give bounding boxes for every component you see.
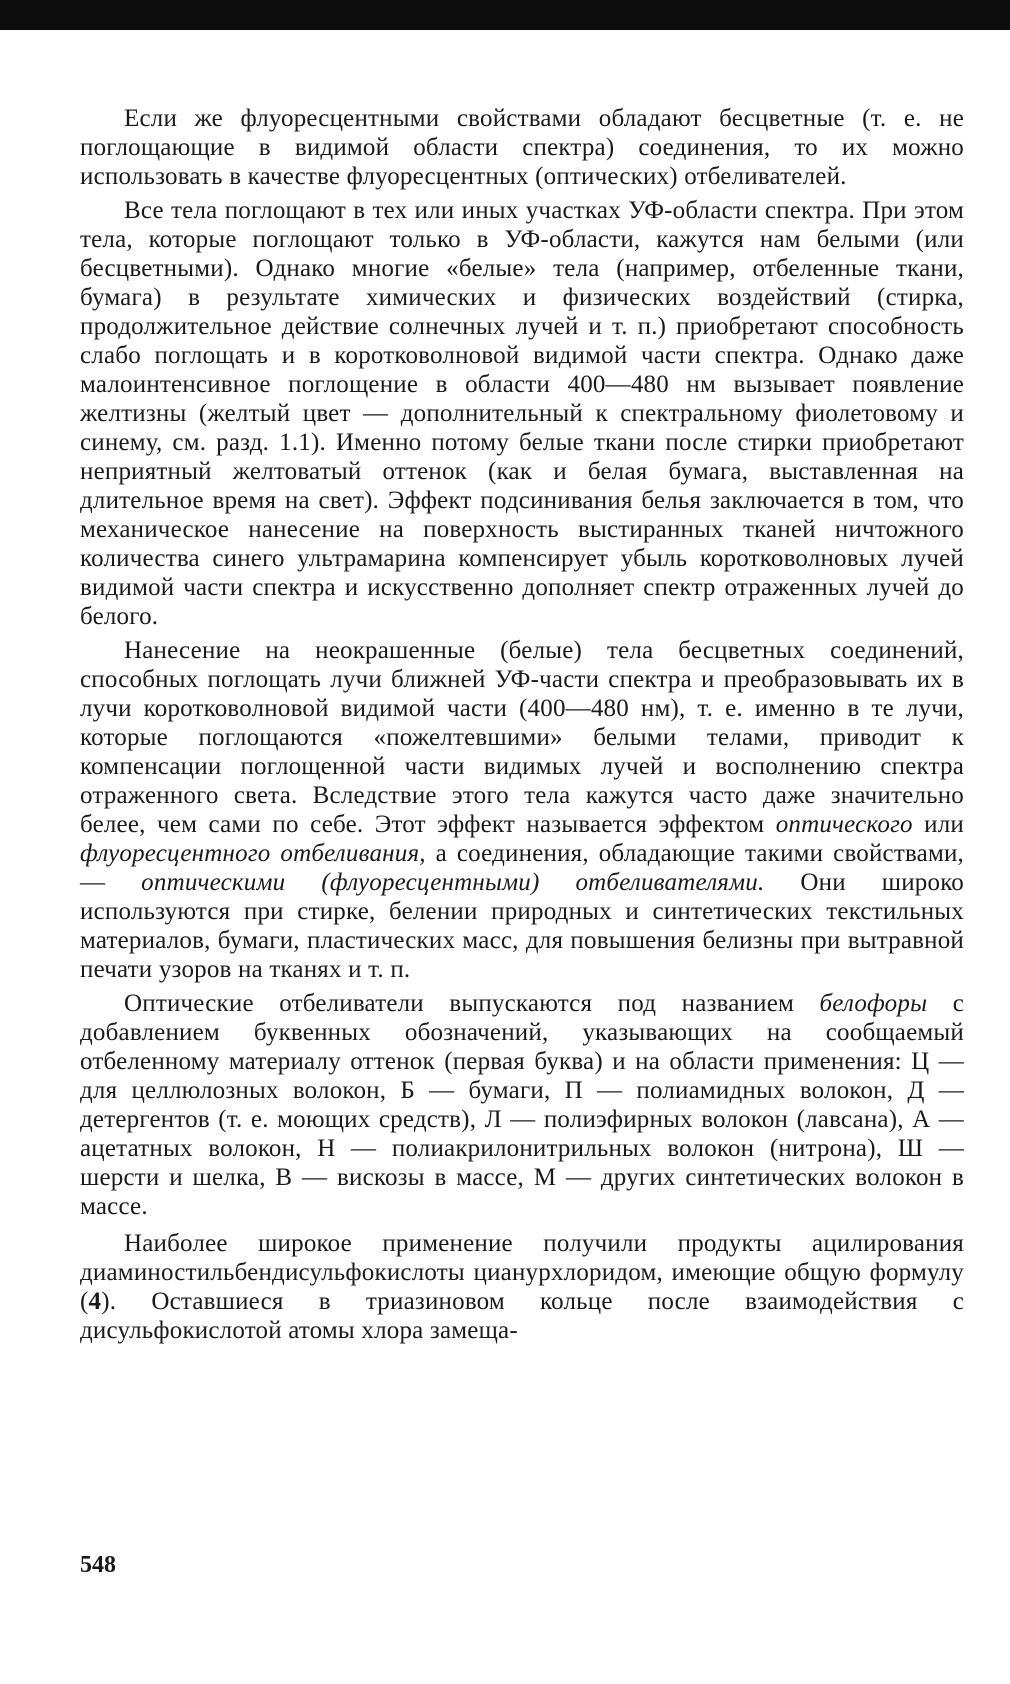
paragraph-3 <box>80 636 964 984</box>
italic-term: флуоресцентного отбеливания, <box>80 840 426 867</box>
paragraph-5 <box>80 1229 964 1345</box>
paragraph-text: Если же флуоресцентными свойствами обладают бесцветные (т. е. не поглощающие в видимой области спектра) соединения, то их можно использовать в качестве флуоресцентных (оптических) отбеливателей. <box>80 105 964 190</box>
formula-number: 4 <box>88 1288 102 1315</box>
page-number: 548 <box>80 1552 116 1578</box>
paragraph-text: Оптические отбеливатели выпускаются под названием <box>124 990 820 1017</box>
italic-term: оптического <box>775 811 913 838</box>
paragraph-text: Они широко используются при стирке, белении природных и синтетических текстильных материалов, бумаги, пластических масс, для повышения белизны при вытравной печати узоров на тканях и т. п. <box>80 869 964 983</box>
paragraph-1 <box>80 104 964 191</box>
italic-term: оптическими (флуоресцентными) отбеливателями. <box>141 869 765 896</box>
paragraph-text: или <box>912 811 964 838</box>
paragraph-text: Нанесение на неокрашенные (белые) тела бесцветных соединений, способных поглощать лучи ближней УФ-части спектра и преобразовывать их в лучи коротковолновой видимой части (400—480 нм), т. е. именно в те лучи, которые поглощаются «пожелтевшими» белыми телами, приводит к компенсации поглощенной части видимых лучей и восполнению спектра отраженного света. Вследствие этого тела кажутся часто даже значительно белее, чем сами по себе. Этот эффект называется эффектом <box>80 637 964 838</box>
scan-top-border <box>0 0 1010 30</box>
paragraph-text: Все тела поглощают в тех или иных участках УФ-области спектра. При этом тела, которые поглощают только в УФ-области, кажутся нам белыми (или бесцветными). Однако многие «белые» тела (например, отбеленные ткани, бумага) в результате химических и физических воздействий (стирка, продолжительное действие солнечных лучей и т. п.) приобретают способность слабо поглощать и в коротковолновой видимой части спектра. Однако даже малоинтенсивное поглощение в области 400—480 нм вызывает появление желтизны (желтый цвет — дополнительный к спектральному фиолетовому и синему, см. разд. 1.1). Именно потому белые ткани после стирки приобретают неприятный желтоватый оттенок (как и белая бумага, выставленная на длительное время на свет). Эффект подсинивания белья заключается в том, что механическое нанесение на поверхность выстиранных тканей ничтожного количества синего ультрамарина компенсирует убыль коротковолновых лучей видимой части спектра и искусственно дополняет спектр отраженных лучей до белого. <box>80 197 964 630</box>
paragraph-text: а соединения, обладающие такими свойствами, — <box>80 840 964 896</box>
page-body <box>80 104 964 1350</box>
paragraph-text: Наиболее широкое применение получили продукты ацилирования диаминостильбендисульфокислоты цианурхлоридом, имеющие общую формулу ( <box>80 1230 964 1315</box>
paragraph-4 <box>80 989 964 1221</box>
paragraph-2 <box>80 196 964 631</box>
italic-term: белофоры <box>819 990 928 1017</box>
paragraph-text: с добавлением буквенных обозначений, указывающих на сообщаемый отбеленному материалу оттенок (первая буква) и на области применения: Ц — для целлюлозных волокон, Б — бумаги, П — полиамидных волокон, Д — детергентов (т. е. моющих средств), Л — полиэфирных волокон (лавсана), А — ацетатных волокон, Н — полиакрилонитрильных волокон (нитрона), Ш — шерсти и шелка, В — вискозы в массе, М — других синтетических волокон в массе. <box>80 990 964 1220</box>
paragraph-text: ). Оставшиеся в триазиновом кольце после взаимодействия с дисульфокислотой атомы хлора замеща- <box>80 1288 964 1344</box>
